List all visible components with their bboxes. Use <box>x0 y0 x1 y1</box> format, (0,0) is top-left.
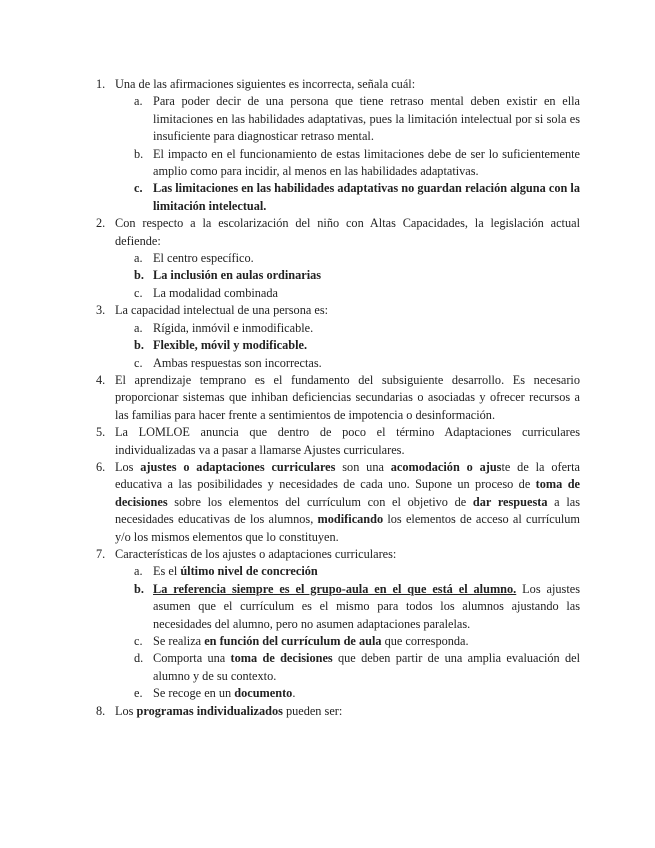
sub-item-text <box>153 564 318 578</box>
item-text: Una de las afirmaciones siguientes es incorrecta, señala cuál: <box>115 77 416 91</box>
sub-item-letter: b. <box>134 338 144 353</box>
sub-item-text <box>153 686 295 700</box>
sub-item-text: El centro específico. <box>153 251 254 266</box>
sub-item <box>96 337 580 354</box>
item-number: 2. <box>96 216 106 231</box>
bold-term: modificando <box>317 512 384 527</box>
list-item <box>96 76 580 93</box>
text-run: los elementos de acceso al currículum y/o los mismos elementos que lo constituyen. <box>115 512 580 544</box>
list-item <box>96 546 580 563</box>
item-text: El aprendizaje temprano es el fundamento del subsiguiente desarrollo. Es necesario proporcionar sistemas que inhiban deficiencias secundarias o asociadas y ofrecer recursos a las familias para hacer frente a sentimientos de impotencia o desinformación. <box>115 372 580 422</box>
item-text: La LOMLOE anuncia que dentro de poco el término Adaptaciones curriculares individualizadas va a pasar a llamarse Ajustes curriculares. <box>115 425 580 457</box>
text-run: Comporta una <box>153 651 231 666</box>
item-text <box>115 704 342 718</box>
sub-item <box>96 250 580 267</box>
sub-item <box>96 355 580 372</box>
sub-item-letter: a. <box>134 94 143 109</box>
sub-item-letter: b. <box>134 581 144 596</box>
item-number: 3. <box>96 303 106 318</box>
sub-item <box>96 581 580 633</box>
sub-item-text <box>153 634 469 648</box>
sub-item-letter: d. <box>134 651 144 666</box>
list-item <box>96 424 580 459</box>
bold-term: programas individualizados <box>136 703 283 718</box>
sub-item-text: Ambas respuestas son incorrectas. <box>153 355 322 370</box>
sub-item-letter: a. <box>134 320 143 335</box>
text-run: que corresponda. <box>381 634 469 648</box>
sub-item-letter: b. <box>134 268 144 283</box>
sub-item-text <box>153 651 580 682</box>
sub-item-text: La inclusión en aulas ordinarias <box>153 268 322 283</box>
sub-item <box>96 563 580 580</box>
item-number: 8. <box>96 703 106 718</box>
text-run: pueden ser: <box>282 703 343 718</box>
item-number: 6. <box>96 459 106 474</box>
item-text <box>115 460 580 544</box>
sub-item-letter: b. <box>134 146 144 161</box>
item-number: 7. <box>96 546 106 561</box>
item-text: Con respecto a la escolarización del niño con Altas Capacidades, la legislación actual defiende: <box>115 216 580 248</box>
sub-item-text: Flexible, móvil y modificable. <box>153 338 308 353</box>
sub-item-letter: c. <box>134 181 143 196</box>
sub-item-text <box>153 582 580 631</box>
sub-item <box>96 180 580 215</box>
text-run: Se realiza <box>153 634 205 648</box>
list-item <box>96 372 580 424</box>
sub-item-text: El impacto en el funcionamiento de estas limitaciones debe de ser lo suficientemente amplio como para incidir, al menos en las habilidades adaptativas. <box>153 146 580 179</box>
sub-item <box>96 146 580 181</box>
item-text: Características de los ajustes o adaptaciones curriculares: <box>115 546 397 561</box>
sub-item-text: Para poder decir de una persona que tiene retraso mental deben existir en ella limitaciones en las habilidades adaptativas, pues la limitación intelectual por si sola es insuficiente para diagnosticar retraso mental. <box>153 94 580 144</box>
text-run: a las necesidades educativas de los alumnos, <box>115 494 580 527</box>
item-number: 5. <box>96 425 106 440</box>
text-run: Los <box>115 703 137 718</box>
bold-term: ajustes o adaptaciones curriculares <box>140 459 336 474</box>
text-run: Los <box>115 459 141 474</box>
bold-term: último nivel de concreción <box>180 564 318 579</box>
sub-item <box>96 633 580 650</box>
bold-term: toma de decisiones <box>230 651 333 666</box>
list-item <box>96 302 580 319</box>
text-run: . <box>292 686 296 701</box>
sub-item-letter: c. <box>134 634 143 648</box>
list-item <box>96 703 580 720</box>
bold-underlined-term: La referencia siempre es el grupo-aula en el que está el alumno. <box>153 581 517 596</box>
sub-item <box>96 267 580 284</box>
text-run: son una <box>335 459 391 474</box>
bold-term: documento <box>234 686 293 701</box>
sub-item <box>96 685 580 702</box>
sub-item-letter: c. <box>134 355 143 370</box>
item-number: 4. <box>96 372 106 387</box>
text-run: Los ajustes asumen que el currículum es el mismo para todos los alumnos ajustando las necesidades del alumno, pero no asumen adaptaciones paralelas. <box>153 581 580 631</box>
bold-term: toma de decisiones <box>115 477 580 509</box>
list-item <box>96 459 580 546</box>
sub-item-letter: a. <box>134 564 143 579</box>
list-item <box>96 215 580 250</box>
bold-term: acomodación o ajus <box>390 459 502 474</box>
text-run: te de la oferta educativa a las posibilidades y necesidades de cada uno. Supone un proceso de <box>115 459 580 492</box>
sub-item <box>96 320 580 337</box>
sub-item-letter: e. <box>134 686 143 701</box>
item-text: La capacidad intelectual de una persona es: <box>115 303 329 318</box>
sub-item <box>96 93 580 145</box>
bold-term: dar respuesta <box>472 494 548 509</box>
text-run: que deben partir de una amplia evaluación del alumno y de su contexto. <box>153 651 580 683</box>
text-run: Es el <box>153 564 181 579</box>
sub-item-letter: c. <box>134 285 143 300</box>
text-run: Se recoge en un <box>153 686 235 701</box>
item-number: 1. <box>96 77 106 91</box>
sub-item <box>96 650 580 685</box>
sub-item-text: Las limitaciones en las habilidades adaptativas no guardan relación alguna con la limitación intelectual. <box>153 181 580 213</box>
bold-term: en función del currículum de aula <box>204 634 382 648</box>
sub-item-text: Rígida, inmóvil e inmodificable. <box>153 320 314 335</box>
text-run: sobre los elementos del currículum con el objetivo de <box>167 494 473 509</box>
sub-item <box>96 285 580 302</box>
sub-item-text: La modalidad combinada <box>153 285 278 300</box>
sub-item-letter: a. <box>134 251 143 266</box>
question-list <box>96 76 580 720</box>
